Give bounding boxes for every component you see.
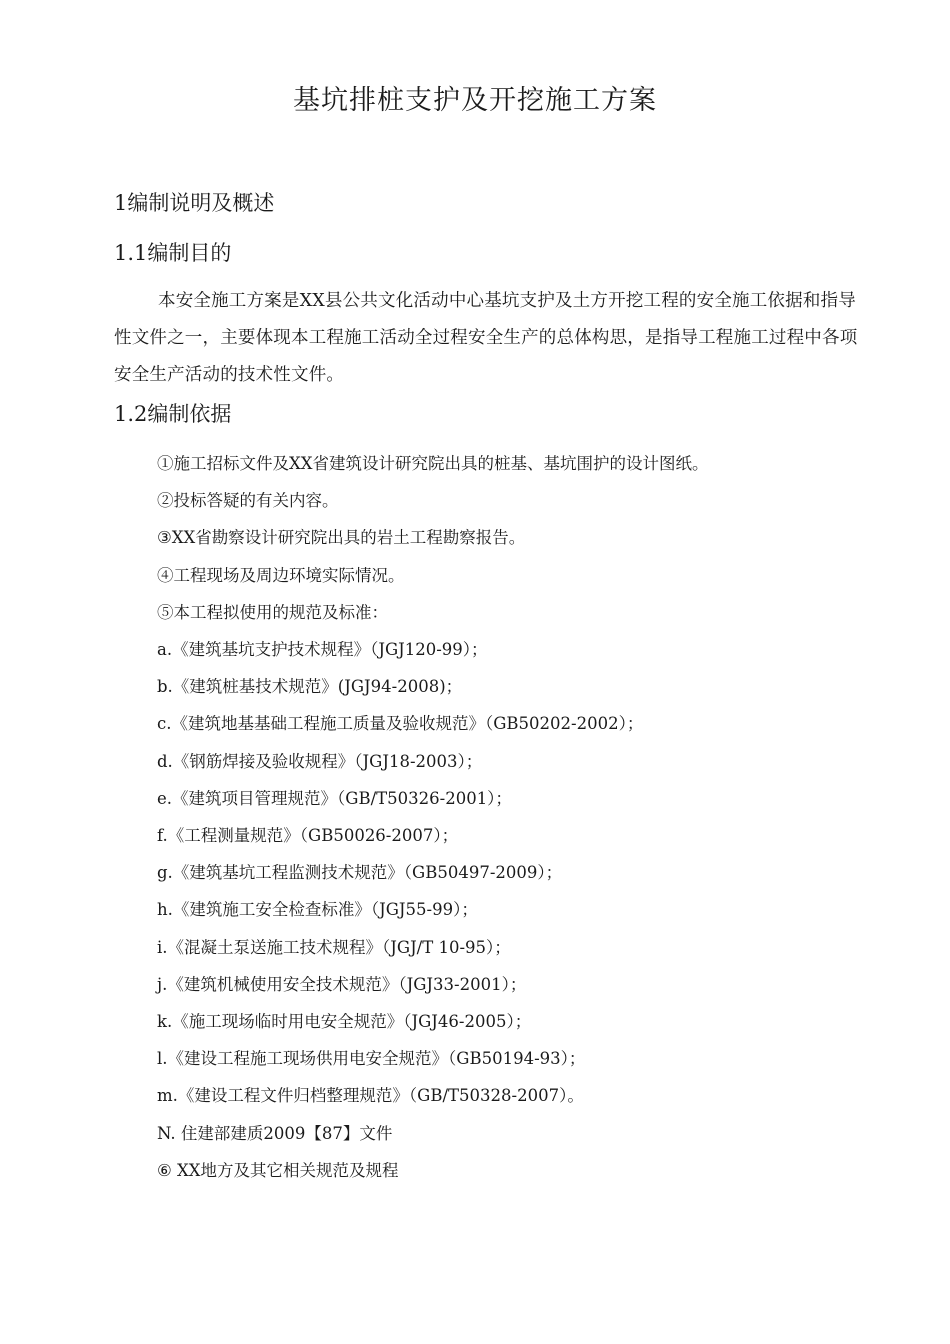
list-item: N. 住建部建质2009【87】文件 — [157, 1123, 393, 1143]
list-item: ④工程现场及周边环境实际情况。 — [157, 565, 405, 585]
section-heading-1-2: 1.2编制依据 — [114, 402, 232, 426]
list-item: d.《钢筋焊接及验收规程》（JGJ18-2003）； — [157, 751, 483, 771]
document-title: 基坑排桩支护及开挖施工方案 — [293, 85, 657, 116]
list-item: a.《建筑基坑支护技术规程》（JGJ120-99）； — [157, 640, 488, 660]
list-item: e.《建筑项目管理规范》（GB/T50326-2001）； — [157, 788, 512, 808]
list-item: ③XX省勘察设计研究院出具的岩土工程勘察报告。 — [157, 528, 526, 548]
section-heading-1-1: 1.1编制目的 — [114, 241, 232, 265]
list-item: ⑤本工程拟使用的规范及标准： — [157, 602, 388, 622]
list-item: ⑥ XX地方及其它相关规范及规程 — [157, 1160, 399, 1180]
list-item: g.《建筑基坑工程监测技术规范》（GB50497-2009）； — [157, 863, 563, 883]
list-item: c.《建筑地基基础工程施工质量及验收规范》（GB50202-2002）； — [157, 714, 644, 734]
basis-list — [157, 445, 709, 1189]
list-item: j.《建筑机械使用安全技术规范》（JGJ33-2001）； — [157, 974, 527, 994]
purpose-paragraph: 本安全施工方案是XX县公共文化活动中心基坑支护及土方开挖工程的安全施工依据和指导性文件之一，主要体现本工程施工活动全过程安全生产的总体构思，是指导工程施工过程中各项安全生产活动的技术性文件。 — [114, 291, 858, 385]
list-item: b.《建筑桩基技术规范》(JGJ94-2008)； — [157, 677, 463, 697]
list-item: k.《施工现场临时用电安全规范》（JGJ46-2005）； — [157, 1012, 532, 1032]
list-item: h.《建筑施工安全检查标准》（JGJ55-99）； — [157, 900, 478, 920]
list-item: f.《工程测量规范》（GB50026-2007）； — [157, 826, 459, 846]
section-heading-1: 1编制说明及概述 — [114, 191, 275, 215]
list-item: m.《建设工程文件归档整理规范》（GB/T50328-2007）。 — [157, 1086, 584, 1106]
list-item: l.《建设工程施工现场供用电安全规范》（GB50194-93）； — [157, 1049, 586, 1069]
list-item: ②投标答疑的有关内容。 — [157, 491, 339, 511]
list-item: i.《混凝土泵送施工技术规程》（JGJ/T 10-95）； — [157, 937, 511, 957]
list-item: ①施工招标文件及XX省建筑设计研究院出具的桩基、基坑围护的设计图纸。 — [157, 454, 709, 473]
